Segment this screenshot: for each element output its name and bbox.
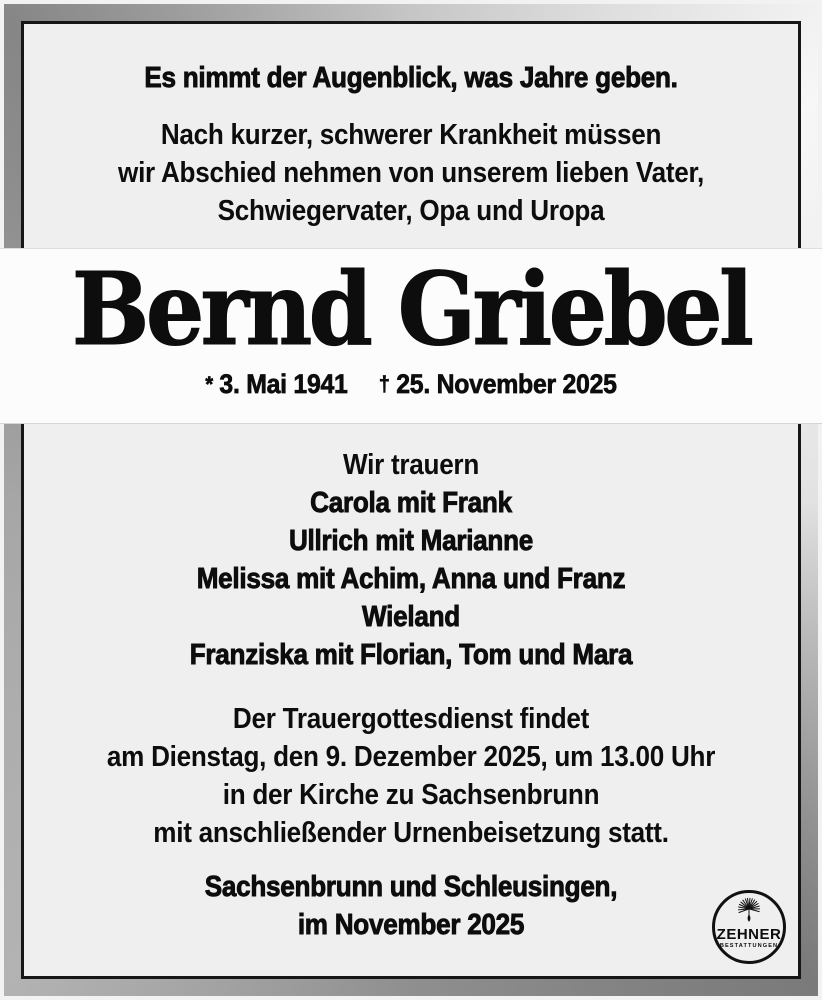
mourner-name: Franziska mit Florian, Tom und Mara <box>189 639 633 671</box>
service-line: in der Kirche zu Sachsenbrunn <box>222 779 600 811</box>
mourner-name: Ullrich mit Marianne <box>288 525 534 557</box>
death-date: † 25. November 2025 <box>378 369 617 399</box>
epigraph-quote: Es nimmt der Augenblick, was Jahre geben. <box>144 62 678 94</box>
service-line: am Dienstag, den 9. Dezember 2025, um 13.00 Uhr <box>106 741 716 773</box>
intro-paragraph <box>41 116 781 230</box>
closing-line: Sachsenbrunn und Schleusingen, <box>204 871 618 903</box>
service-line: mit anschließender Urnenbeisetzung statt. <box>153 817 669 849</box>
intro-line: Nach kurzer, schwerer Krankheit müssen <box>160 119 662 151</box>
mourners-section <box>41 446 781 674</box>
deceased-name: Bernd Griebel <box>71 250 751 368</box>
intro-line: Schwiegervater, Opa und Uropa <box>217 195 605 227</box>
service-line: Der Trauergottesdienst findet <box>232 703 590 735</box>
death-dagger-symbol: † <box>378 371 390 396</box>
birth-star-symbol: * <box>205 371 213 396</box>
service-info <box>41 700 781 852</box>
mourner-name: Melissa mit Achim, Anna und Franz <box>196 563 626 595</box>
mourner-name: Wieland <box>362 601 460 633</box>
life-dates <box>33 369 789 400</box>
birth-date: * 3. Mai 1941 <box>205 369 348 399</box>
closing-section <box>41 868 781 944</box>
dandelion-seed-icon <box>729 895 769 929</box>
mourner-name: Carola mit Frank <box>310 487 512 519</box>
logo-brand-name: ZEHNER <box>716 926 782 943</box>
mourners-intro: Wir trauern <box>342 449 480 481</box>
intro-line: wir Abschied nehmen von unserem lieben Vater, <box>118 157 704 189</box>
name-band <box>0 248 822 424</box>
funeral-home-logo <box>712 890 786 964</box>
closing-line: im November 2025 <box>297 909 525 941</box>
logo-subtitle: BESTATTUNGEN <box>719 943 779 949</box>
